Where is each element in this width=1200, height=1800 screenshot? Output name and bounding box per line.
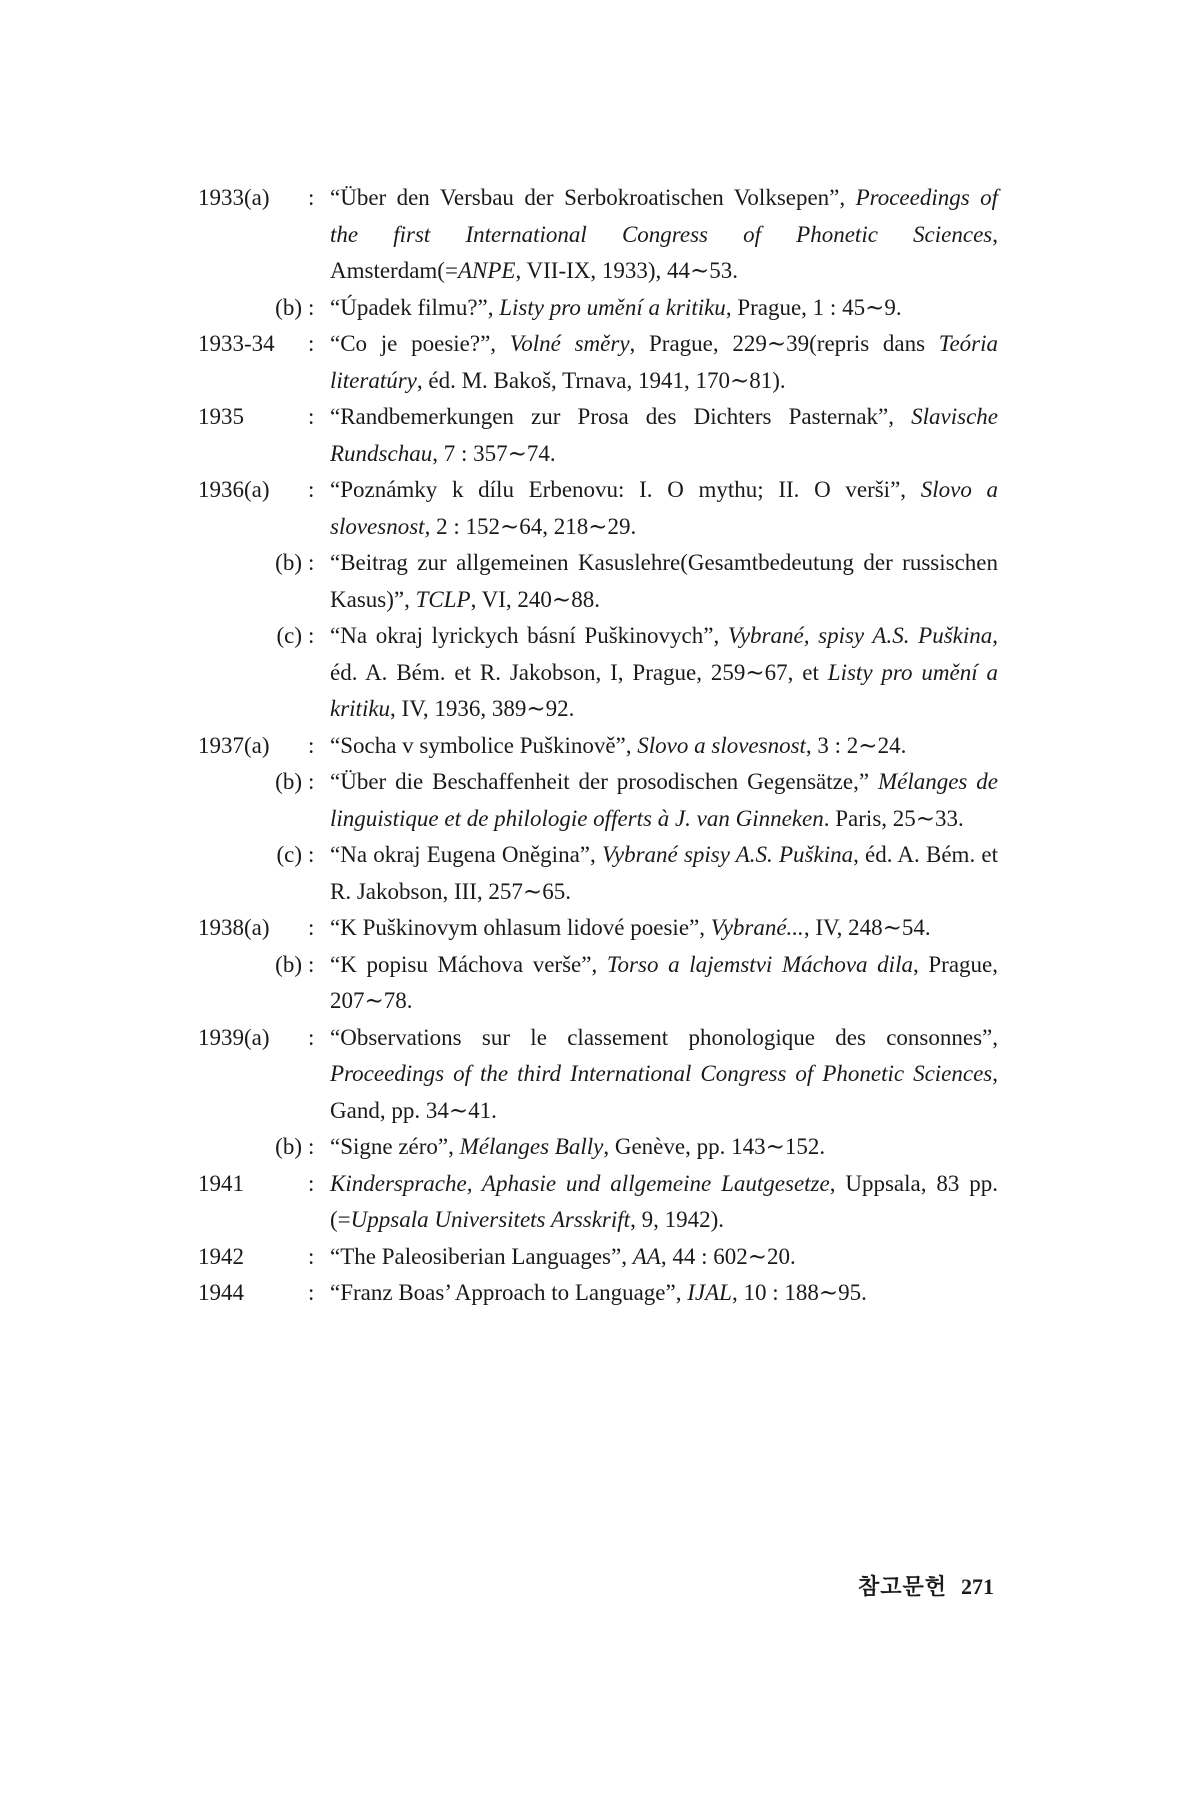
entry-key: 1933(a) — [198, 185, 270, 210]
bibliography-entry — [198, 1239, 998, 1276]
citation-text: , Gand, pp. 34∼41. — [330, 1061, 998, 1123]
citation-text: , éd. A. Bém. et R. Jakobson, I, Prague, 259∼67, et — [330, 623, 998, 685]
citation-title: Vybrané spisy A.S. Puškina — [601, 842, 854, 867]
entry-citation — [330, 472, 998, 545]
entry-key: (c) — [276, 842, 302, 867]
citation-title: Torso a lajemstvi Máchova dila — [606, 951, 913, 977]
entry-citation — [330, 728, 998, 765]
entry-citation — [330, 180, 998, 290]
bibliography-entry — [198, 290, 998, 327]
entry-citation — [330, 618, 998, 728]
citation-text: , Prague, 229∼39(repris dans — [629, 331, 939, 356]
citation-title: Volné směry — [509, 331, 630, 356]
entry-separator: : — [308, 1243, 315, 1269]
citation-text: , VII-IX, 1933), 44∼53. — [515, 258, 739, 283]
entry-separator: : — [308, 842, 315, 867]
citation-text: “Socha v symbolice Puškinově”, — [330, 732, 638, 758]
citation-title: Slovo a slovesnost — [330, 477, 998, 539]
entry-separator: : — [308, 331, 315, 356]
entry-citation — [330, 1166, 998, 1239]
entry-citation — [330, 399, 998, 472]
bibliography-entry — [198, 947, 998, 1020]
citation-text: , IV, 248∼54. — [803, 915, 931, 940]
entry-citation — [330, 910, 998, 947]
citation-title: TCLP — [415, 586, 471, 612]
entry-key: 1939(a) — [198, 1024, 270, 1050]
citation-text: , VI, 240∼88. — [470, 586, 600, 612]
citation-text: , 10 : 188∼95. — [731, 1280, 867, 1305]
citation-title: AA — [632, 1243, 661, 1269]
entry-separator: : — [308, 1134, 315, 1159]
citation-text: , 3 : 2∼24. — [805, 732, 907, 758]
bibliography-entry — [198, 1129, 998, 1166]
citation-text: “Über den Versbau der Serbokroatischen Volksepen”, — [330, 185, 856, 210]
citation-title: Mélanges Bally — [459, 1134, 604, 1159]
entry-separator: : — [308, 623, 315, 648]
entry-key: 1935 — [198, 404, 244, 429]
entry-separator: : — [308, 732, 315, 758]
citation-text: “Signe zéro”, — [330, 1134, 460, 1159]
bibliography-list — [198, 180, 998, 1312]
citation-text: , IV, 1936, 389∼92. — [390, 696, 575, 721]
entry-key: (b) — [275, 1134, 302, 1159]
entry-citation — [330, 545, 998, 618]
citation-text: , Amsterdam(= — [330, 221, 998, 283]
entry-citation — [330, 947, 998, 1020]
entry-separator: : — [308, 915, 315, 940]
entry-separator: : — [308, 1170, 315, 1196]
citation-text: , 2 : 152∼64, 218∼29. — [424, 513, 637, 539]
citation-text: “Poznámky k dílu Erbenovu: I. O mythu; II. O verši”, — [330, 477, 921, 502]
bibliography-entry — [198, 728, 998, 765]
entry-citation — [330, 764, 998, 837]
entry-key: (b) — [275, 951, 302, 977]
citation-title: Listy pro umění a kritiku — [499, 294, 726, 320]
page-footer — [858, 1570, 994, 1601]
bibliography-entry — [198, 180, 998, 290]
entry-separator: : — [308, 294, 315, 320]
entry-citation — [330, 837, 998, 910]
bibliography-entry — [198, 910, 998, 947]
citation-title: Slavische Rundschau — [330, 404, 998, 466]
citation-text: , 9, 1942). — [630, 1207, 724, 1232]
entry-key: 1937(a) — [198, 732, 270, 758]
citation-title: Teória literatúry — [330, 331, 999, 393]
bibliography-entry — [198, 472, 998, 545]
citation-text: “K Puškinovym ohlasum lidové poesie”, — [330, 915, 711, 940]
citation-text: , 7 : 357∼74. — [432, 440, 556, 466]
citation-text: “Franz Boas’ Approach to Language”, — [330, 1280, 688, 1305]
citation-text: , Uppsala, 83 pp. (= — [330, 1170, 998, 1232]
entry-key: (b) — [275, 769, 302, 794]
citation-title: Kindersprache, Aphasie und allgemeine Lautgesetze — [330, 1170, 830, 1196]
bibliography-entry — [198, 399, 998, 472]
bibliography-entry — [198, 1275, 998, 1312]
citation-title: Listy pro umění a kritiku — [330, 659, 998, 721]
citation-text: , éd. M. Bakoš, Trnava, 1941, 170∼81). — [416, 367, 786, 393]
citation-text: “Randbemerkungen zur Prosa des Dichters Pasternak”, — [330, 404, 912, 429]
citation-text: “Beitrag zur allgemeinen Kasuslehre(Gesamtbedeutung der russischen Kasus)”, — [330, 550, 998, 612]
entry-key: 1936(a) — [198, 477, 270, 502]
citation-title: Mélanges de linguistique et de philologie offerts à J. van Ginneken — [330, 769, 998, 831]
entry-citation — [330, 326, 998, 399]
entry-key: (c) — [276, 623, 302, 648]
citation-title: Uppsala Universitets Arsskrift — [350, 1207, 631, 1232]
citation-title: Vybrané, spisy A.S. Puškina — [727, 623, 993, 648]
entry-key: 1938(a) — [198, 915, 270, 940]
citation-text: , Genève, pp. 143∼152. — [603, 1134, 826, 1159]
citation-text: “Observations sur le classement phonologique des consonnes”, — [330, 1024, 998, 1050]
bibliography-entry — [198, 326, 998, 399]
entry-key: (b) — [275, 294, 302, 320]
footer-section-label: 참고문헌 — [857, 1575, 947, 1600]
citation-text: “The Paleosiberian Languages”, — [330, 1243, 633, 1269]
entry-citation — [330, 290, 998, 327]
bibliography-entry — [198, 545, 998, 618]
entry-separator: : — [308, 550, 315, 575]
entry-separator: : — [308, 769, 315, 794]
entry-separator: : — [308, 951, 315, 977]
entry-separator: : — [308, 185, 315, 210]
citation-title: IJAL — [687, 1280, 732, 1305]
citation-title: Slovo a slovesnost — [637, 732, 806, 758]
entry-citation — [330, 1275, 998, 1312]
bibliography-entry — [198, 764, 998, 837]
entry-separator: : — [308, 1280, 315, 1305]
citation-text: “Na okraj lyrickych básní Puškinovych”, — [330, 623, 728, 648]
citation-text: “Na okraj Eugena Oněgina”, — [330, 842, 602, 867]
entry-citation — [330, 1129, 998, 1166]
citation-text: “Úpadek filmu?”, — [330, 294, 500, 320]
entry-separator: : — [308, 1024, 315, 1050]
bibliography-entry — [198, 1166, 998, 1239]
citation-text: “Co je poesie?”, — [330, 331, 510, 356]
citation-text: . Paris, 25∼33. — [823, 805, 964, 831]
entry-citation — [330, 1239, 998, 1276]
citation-text: , éd. A. Bém. et R. Jakobson, III, 257∼65. — [330, 842, 998, 904]
citation-title: ANPE — [457, 258, 516, 283]
entry-citation — [330, 1020, 998, 1130]
bibliography-entry — [198, 837, 998, 910]
entry-key: (b) — [275, 550, 302, 575]
citation-title: Proceedings of the first International Congress of Phonetic Sciences — [330, 185, 998, 247]
entry-separator: : — [308, 404, 315, 429]
entry-key: 1942 — [198, 1243, 244, 1269]
citation-title: Vybrané... — [710, 915, 804, 940]
citation-text: “Über die Beschaffenheit der prosodischen Gegensätze,” — [330, 769, 878, 794]
citation-text: , Prague, 1 : 45∼9. — [725, 294, 902, 320]
entry-key: 1944 — [198, 1280, 244, 1305]
citation-text: , Prague, 207∼78. — [330, 951, 998, 1013]
entry-separator: : — [308, 477, 315, 502]
entry-key: 1933-34 — [198, 331, 275, 356]
entry-key: 1941 — [198, 1170, 244, 1196]
citation-title: Proceedings of the third International Congress of Phonetic Sciences — [330, 1061, 993, 1086]
citation-text: , 44 : 602∼20. — [660, 1243, 796, 1269]
citation-text: “K popisu Máchova verše”, — [330, 951, 607, 977]
bibliography-entry — [198, 1020, 998, 1130]
bibliography-entry — [198, 618, 998, 728]
page-number: 271 — [961, 1574, 994, 1599]
